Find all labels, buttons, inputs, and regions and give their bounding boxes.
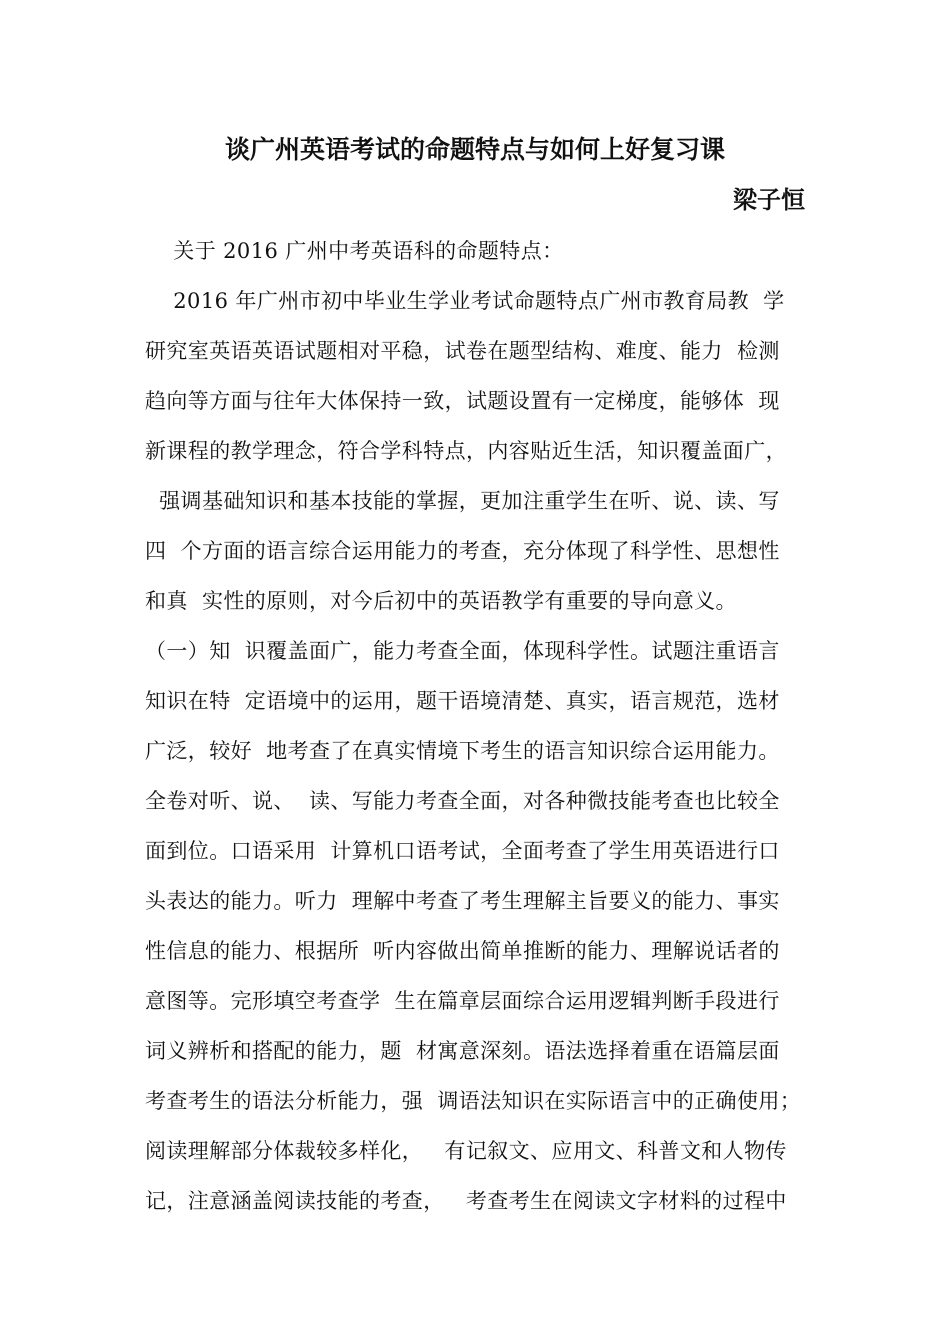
body-line: 考查考生的语法分析能力，强 调语法知识在实际语言中的正确使用； (145, 1089, 802, 1113)
body-line: 强调基础知识和基本技能的掌握，更加注重学生在听、说、读、写 (145, 489, 780, 513)
body-line: 新课程的教学理念，符合学科特点，内容贴近生活，知识覆盖面广， (145, 439, 787, 463)
body-line: 广泛，较好 地考查了在真实情境下考生的语言知识综合运用能力。 (145, 739, 780, 763)
body-line: 意图等。完形填空考查学 生在篇章层面综合运用逻辑判断手段进行 (145, 989, 780, 1013)
body-line: 记，注意涵盖阅读技能的考查， 考查考生在阅读文字材料的过程中 (145, 1189, 787, 1213)
body-line: 词义辨析和搭配的能力，题 材寓意深刻。语法选择着重在语篇层面 (145, 1039, 780, 1063)
body-line: 趋向等方面与往年大体保持一致，试题设置有一定梯度，能够体 现 (145, 389, 780, 413)
body-line: 和真 实性的原则，对今后初中的英语教学有重要的导向意义。 (145, 589, 737, 613)
body-line: 性信息的能力、根据所 听内容做出简单推断的能力、理解说话者的 (145, 939, 780, 963)
document-title: 谈广州英语考试的命题特点与如何上好复习课 (224, 135, 725, 164)
body-line: 全卷对听、说、 读、写能力考查全面，对各种微技能考查也比较全 (145, 789, 780, 813)
body-line: 面到位。口语采用 计算机口语考试，全面考查了学生用英语进行口 (145, 839, 780, 863)
body-line: 四 个方面的语言综合运用能力的考查，充分体现了科学性、思想性 (145, 539, 780, 563)
body-line: 2016 年广州市初中毕业生学业考试命题特点广州市教育局教 学 (145, 289, 785, 313)
body-line: 研究室英语英语试题相对平稳，试卷在题型结构、难度、能力 检测 (145, 339, 780, 363)
document-author: 梁子恒 (733, 186, 805, 214)
body-line: 阅读理解部分体裁较多样化， 有记叙文、应用文、科普文和人物传 (145, 1139, 787, 1163)
body-line: （一）知 识覆盖面广，能力考查全面，体现科学性。试题注重语言 (145, 639, 780, 663)
body-line: 关于 2016 广州中考英语科的命题特点： (145, 239, 564, 263)
body-line: 知识在特 定语境中的运用，题干语境清楚、真实，语言规范，选材 (145, 689, 780, 713)
body-line: 头表达的能力。听力 理解中考查了考生理解主旨要义的能力、事实 (145, 889, 780, 913)
